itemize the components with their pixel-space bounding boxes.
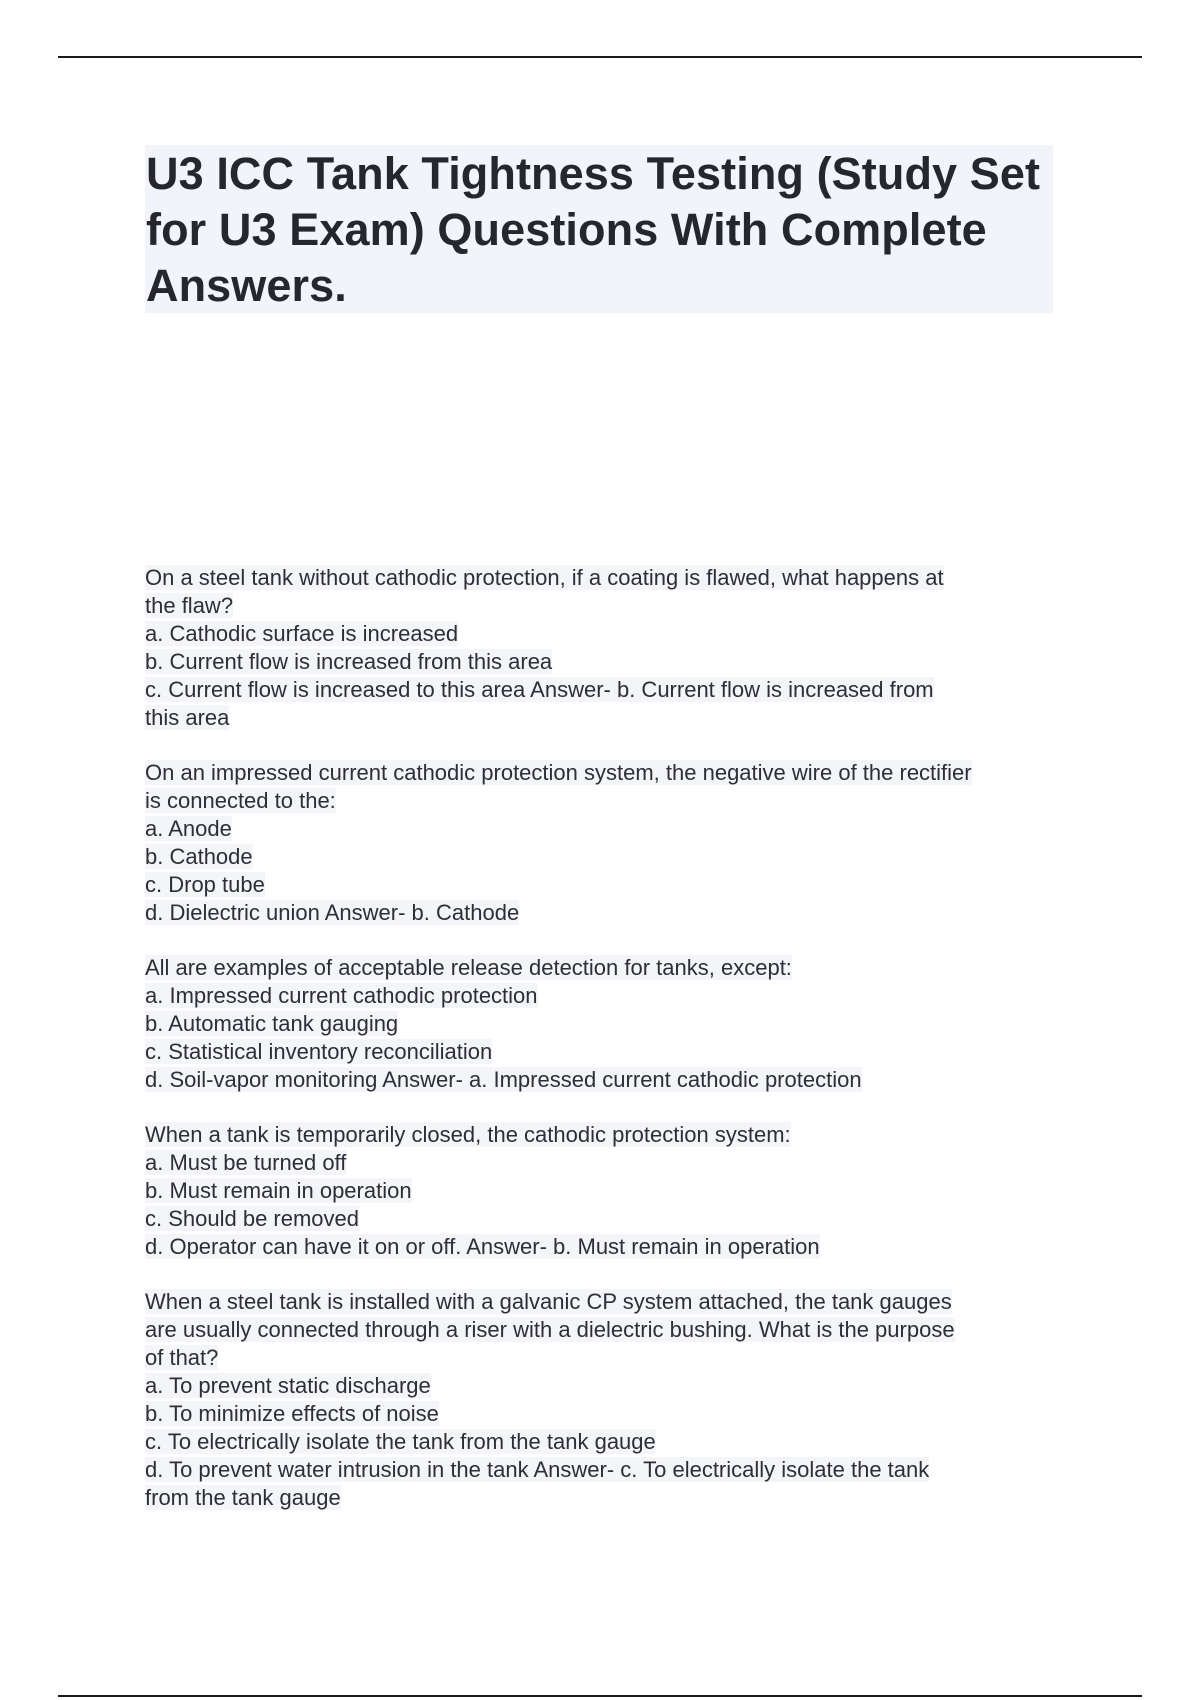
answer-option: d. Soil-vapor monitoring Answer- a. Impressed current cathodic protection xyxy=(145,1067,862,1092)
answer-option: a. Anode xyxy=(145,816,232,841)
answer-option: d. To prevent water intrusion in the tank Answer- c. To electrically isolate the tank xyxy=(145,1457,930,1482)
question-line: On an impressed current cathodic protection system, the negative wire of the rectifier xyxy=(145,760,972,785)
question-list xyxy=(145,564,1065,1539)
question-block-4 xyxy=(145,1121,1065,1261)
question-line: When a steel tank is installed with a galvanic CP system attached, the tank gauges xyxy=(145,1289,952,1314)
answer-option: this area xyxy=(145,705,230,730)
question-block-5 xyxy=(145,1288,1065,1512)
answer-option: d. Dielectric union Answer- b. Cathode xyxy=(145,900,520,925)
answer-option: b. Current flow is increased from this area xyxy=(145,649,553,674)
question-line: are usually connected through a riser with a dielectric bushing. What is the purpose xyxy=(145,1317,955,1342)
answer-option: c. Should be removed xyxy=(145,1206,360,1231)
answer-option: b. Cathode xyxy=(145,844,253,869)
question-block-3 xyxy=(145,954,1065,1094)
question-line: On a steel tank without cathodic protection, if a coating is flawed, what happens at xyxy=(145,565,944,590)
footer-rule xyxy=(58,1695,1142,1697)
answer-option: b. To minimize effects of noise xyxy=(145,1401,439,1426)
answer-option: b. Automatic tank gauging xyxy=(145,1011,399,1036)
answer-option: d. Operator can have it on or off. Answer- b. Must remain in operation xyxy=(145,1234,820,1259)
document-title: U3 ICC Tank Tightness Testing (Study Set for U3 Exam) Questions With Complete Answers. xyxy=(146,148,1041,311)
question-block-2 xyxy=(145,759,1065,927)
answer-option: b. Must remain in operation xyxy=(145,1178,412,1203)
question-block-1 xyxy=(145,564,1065,732)
answer-option: c. Statistical inventory reconciliation xyxy=(145,1039,493,1064)
answer-option: c. To electrically isolate the tank from the tank gauge xyxy=(145,1429,656,1454)
answer-option: a. To prevent static discharge xyxy=(145,1373,431,1398)
question-line: is connected to the: xyxy=(145,788,336,813)
question-line: When a tank is temporarily closed, the cathodic protection system: xyxy=(145,1122,791,1147)
question-line: All are examples of acceptable release detection for tanks, except: xyxy=(145,955,792,980)
question-line: the flaw? xyxy=(145,593,234,618)
header-rule xyxy=(58,56,1142,58)
answer-option: a. Must be turned off xyxy=(145,1150,347,1175)
answer-option: a. Impressed current cathodic protection xyxy=(145,983,538,1008)
answer-option: a. Cathodic surface is increased xyxy=(145,621,459,646)
question-line: of that? xyxy=(145,1345,219,1370)
answer-option: from the tank gauge xyxy=(145,1485,341,1510)
answer-option: c. Current flow is increased to this area Answer- b. Current flow is increased from xyxy=(145,677,934,702)
answer-option: c. Drop tube xyxy=(145,872,265,897)
